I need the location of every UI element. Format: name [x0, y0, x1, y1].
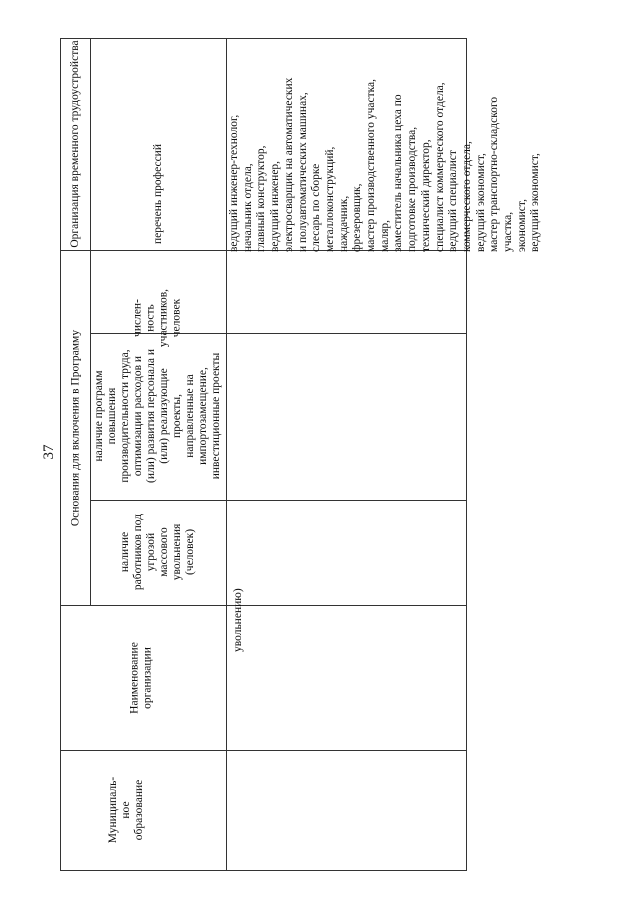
header-temp-employment: Организация временного трудоустройства — [68, 40, 81, 248]
page-number: 37 — [41, 444, 57, 460]
header-municipality: Муниципаль- ное образование — [106, 776, 145, 844]
workers-cell: увольнению) — [232, 588, 244, 652]
header-grounds: Основания для включения в Программу — [69, 329, 81, 527]
header-programs: наличие программ повышения производительности труда, оптимизации расходов и (или) развития персонала и (или) реализующие проекты, направленные на импортозамещение, инвестиционные проекты — [93, 349, 222, 484]
header-count: числен- ность участников, человек — [131, 288, 183, 348]
grid-line — [60, 870, 467, 871]
header-organization: Наименование организации — [128, 642, 154, 714]
header-professions: перечень профессий — [151, 144, 164, 245]
grid-line — [60, 38, 467, 39]
grid-line — [226, 38, 227, 871]
header-workers: наличие работников под угрозой массового увольнения (человек) — [119, 513, 196, 591]
professions-list: ведущий инженер-технолог, начальник отдела, главный конструктор, ведущий инженер, электросварщик на автоматических и полуавтоматических машинах, слесарь по сборке металлоконструкций, наждачник, фрезеровщик, мастер производственного участка, маляр, заместитель начальника цеха по подготовке производства, технический директор, специалист коммерческого отдела, ведущий специалист коммерческого отдела, ведущий экономист, мастер транспортно-складского участка, экономист, ведущий экономист, — [228, 77, 542, 252]
